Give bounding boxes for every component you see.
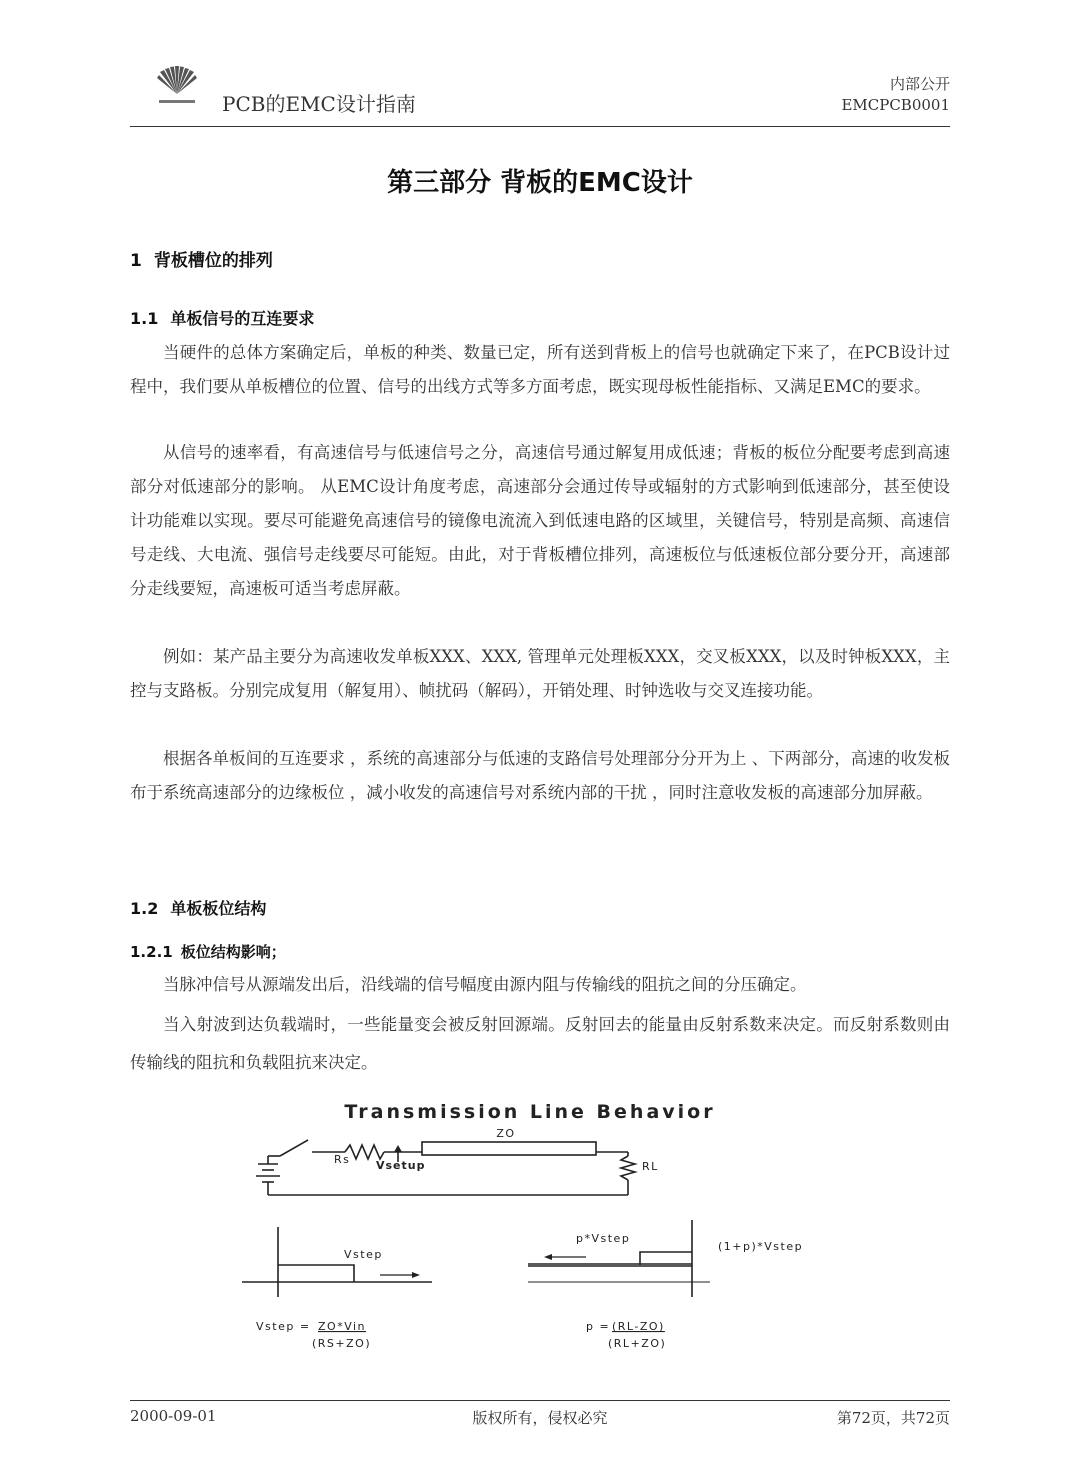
rs-label: Rs: [334, 1153, 351, 1166]
classification-label: 内部公开: [889, 75, 950, 93]
section-1-heading: [130, 246, 273, 271]
zo-label: ZO: [496, 1127, 516, 1140]
paragraph-3: 例如：某产品主要分为高速收发单板XXX、XXX, 管理单元处理板XXX，交叉板XXX，以及时钟板XXX，主控与支路板。分别完成复用（解复用）、帧扰码（解码），开销处理、时钟选收与交叉连接功能。: [130, 647, 950, 700]
section-1-1-heading: [130, 306, 314, 329]
rl-label: RL: [642, 1160, 659, 1173]
header-meta: [841, 74, 950, 116]
eq2-numerator: (RL-ZO): [612, 1320, 665, 1333]
document-title: PCB的EMC设计指南: [222, 92, 416, 116]
vstep-label: Vstep: [344, 1248, 383, 1261]
huawei-logo-icon: [154, 64, 200, 108]
page-footer: [130, 1400, 950, 1427]
paragraph-5: 当脉冲信号从源端发出后，沿线端的信号幅度由源内阻与传输线的阻抗之间的分压确定。: [163, 975, 807, 994]
eq2-lhs: p =: [586, 1320, 611, 1333]
document-code: EMCPCB0001: [841, 96, 950, 114]
eq1-denominator: (RS+ZO): [312, 1337, 372, 1350]
page-header: [130, 60, 950, 127]
section-title: 背板槽位的排列: [153, 251, 273, 271]
section-1-2-1-heading: [130, 941, 286, 962]
section-1-2-heading: [130, 896, 266, 919]
section-title: 单板信号的互连要求: [170, 309, 315, 328]
transmission-line-figure: [240, 1092, 820, 1367]
eq1-numerator: ZO*Vin: [318, 1320, 367, 1333]
circuit-schematic: [256, 1140, 635, 1195]
section-title: 单板板位结构: [170, 899, 267, 918]
footer-page-number: 第72页，共72页: [836, 1409, 950, 1427]
vsetup-label: Vsetup: [376, 1159, 426, 1172]
paragraph-4: 根据各单板间的互连要求 ，系统的高速部分与低速的支路信号处理部分分开为上 、下两部分，高速的收发板布于系统高速部分的边缘板位 ，减小收发的高速信号对系统内部的干扰 ，同时注意收发板的高速部分加屏蔽。: [130, 749, 950, 802]
part-title: 第三部分 背板的EMC设计: [387, 168, 693, 198]
eq1-lhs: Vstep =: [256, 1320, 311, 1333]
footer-copyright: 版权所有，侵权必究: [472, 1409, 608, 1427]
eq2-denominator: (RL+ZO): [608, 1337, 667, 1350]
section-title: 板位结构影响；: [180, 943, 286, 961]
one-plus-p-vstep-label: (1+p)*Vstep: [718, 1240, 804, 1253]
footer-date: 2000-09-01: [130, 1407, 217, 1425]
transmission-line-diagram: [240, 1092, 820, 1367]
section-number: 1.1: [130, 309, 159, 328]
section-number: 1.2.1: [130, 943, 173, 961]
section-number: 1: [130, 251, 142, 271]
paragraph-2: 从信号的速率看，有高速信号与低速信号之分，高速信号通过解复用成低速；背板的板位分配要考虑到高速部分对低速部分的影响。 从EMC设计角度考虑，高速部分会通过传导或辐射的方式影响到低速部分，甚至使设计功能难以实现。要尽可能避免高速信号的镜像电流流入到低速电路的区域里，关键信号，特别是高频、高速信号走线、大电流、强信号走线要尽可能短。由此，对于背板槽位排列，高速板位与低速板位部分要分开，高速部分走线要短，高速板可适当考虑屏蔽。: [130, 443, 950, 598]
paragraph-6: 当入射波到达负载端时，一些能量变会被反射回源端。反射回去的能量由反射系数来决定。而反射系数则由 传输线的阻抗和负载阻抗来决定。: [130, 1015, 950, 1072]
figure-title: Transmission Line Behavior: [344, 1101, 716, 1123]
paragraph-1: 当硬件的总体方案确定后，单板的种类、数量已定，所有送到背板上的信号也就确定下来了，在PCB设计过程中，我们要从单板槽位的位置、信号的出线方式等多方面考虑，既实现母板性能指标、又满足EMC的要求。: [130, 343, 950, 396]
p-vstep-label: p*Vstep: [576, 1232, 631, 1245]
incident-wave-plot: [242, 1227, 432, 1297]
section-number: 1.2: [130, 899, 159, 918]
